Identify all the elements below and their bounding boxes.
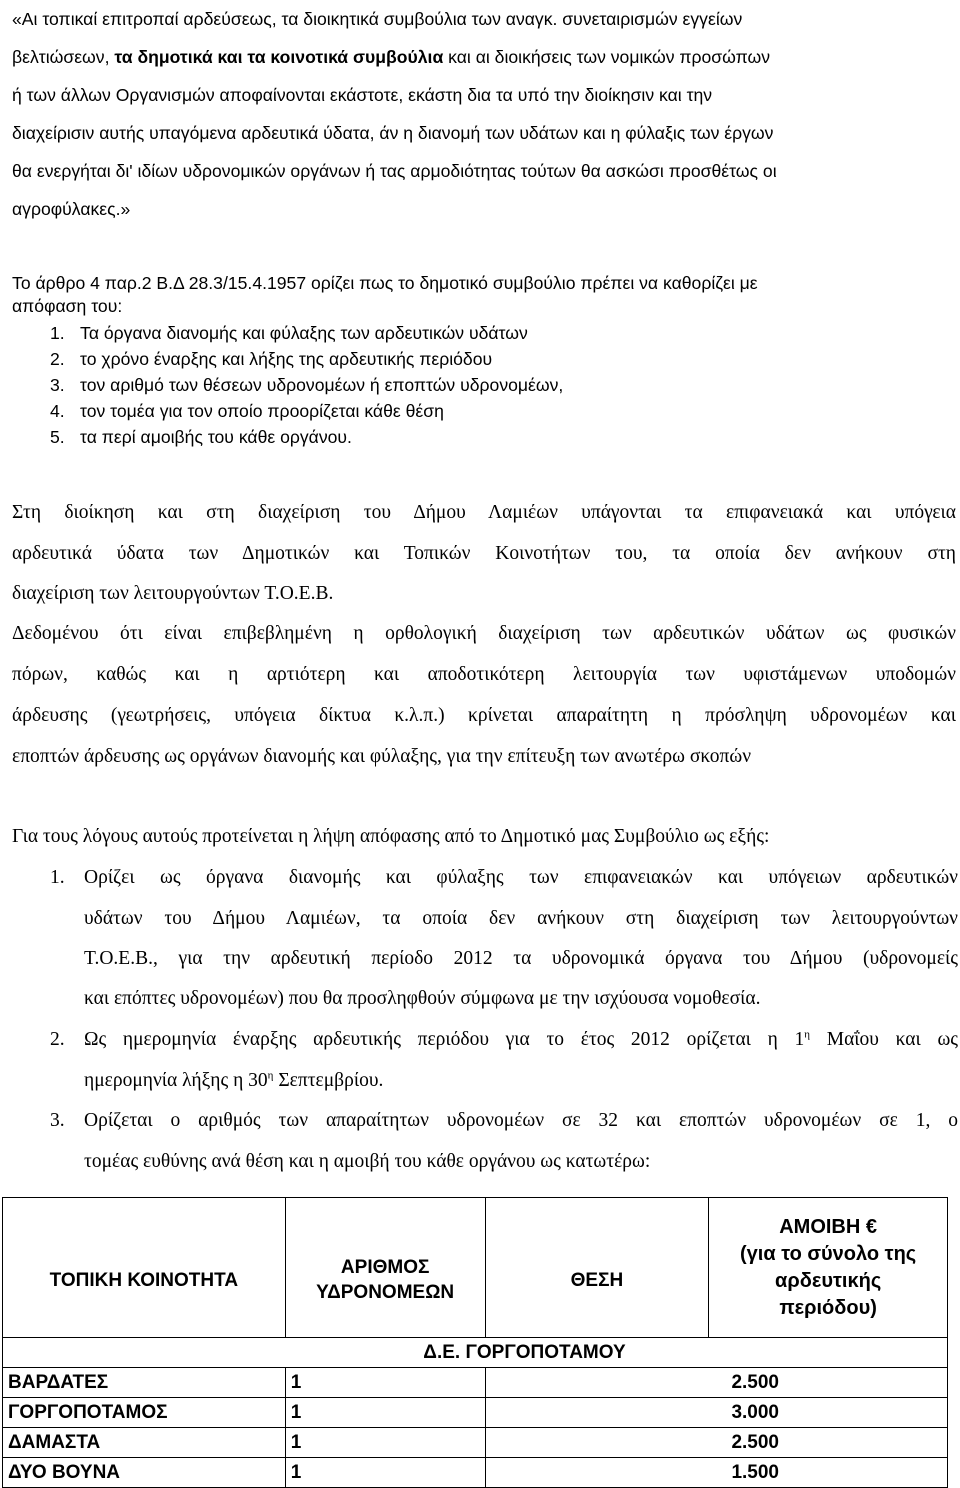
cell-community: ΔΑΜΑΣΤΑ [3, 1428, 286, 1458]
cell-community: ΔΥΟ ΒΟΥΝΑ [3, 1458, 286, 1488]
quote-line: «Αι τοπικαί επιτροπαί αρδεύσεως, τα διοικητικά συμβούλια των αναγκ. συνεταιρισμών εγγείων [12, 9, 743, 29]
header-text: αρδευτικής [775, 1269, 882, 1292]
section-label: Δ.Ε. ΓΟΡΓΟΠΟΤΑΜΟΥ [285, 1338, 709, 1368]
proposal-text: Μαΐου και ως [810, 1029, 959, 1050]
header-position [485, 1198, 709, 1338]
quote-bold-text: τα δημοτικά και τα κοινοτικά συμβούλια [114, 47, 444, 67]
header-fee [709, 1198, 948, 1338]
cell-count: 1 [285, 1398, 485, 1428]
table-row [3, 1428, 948, 1458]
cell-count: 1 [285, 1458, 485, 1488]
water-guards-table [2, 1197, 948, 1488]
cell-community: ΓΟΡΓΟΠΟΤΑΜΟΣ [3, 1398, 286, 1428]
header-text: ΑΜΟΙΒΗ € [779, 1215, 878, 1238]
table-header-row [3, 1198, 948, 1338]
table-row [3, 1458, 948, 1488]
table-row [3, 1398, 948, 1428]
header-text: ΘΕΣΗ [570, 1269, 624, 1291]
quote-line: θα ενεργήται δι' ιδίων υδρονομικών οργάνων ή τας αρμοδιότητας τούτων θα ασκώσι προσθέτως οι [12, 161, 777, 181]
proposal-text: ημερομηνία λήξης η 30 [84, 1070, 268, 1091]
proposal-item-number: 1. [50, 867, 65, 888]
header-community [3, 1198, 286, 1338]
proposal-item-number: 3. [50, 1110, 65, 1131]
table-row [3, 1368, 948, 1398]
header-text: ΤΟΠΙΚΗ ΚΟΙΝΟΤΗΤΑ [49, 1269, 239, 1291]
article-item-number: 4. [50, 401, 65, 421]
proposal-text: Ως ημερομηνία έναρξης αρδευτικής περιόδου για το έτος 2012 ορίζεται η 1 [84, 1029, 805, 1050]
article-item [50, 424, 352, 450]
article-line: Το άρθρο 4 παρ.2 Β.Δ 28.3/15.4.1957 ορίζει πως το δημοτικό συμβούλιο πρέπει να καθορίζει με [12, 273, 758, 293]
proposal-item-line: Τ.Ο.Ε.Β., για την αρδευτική περίοδο 2012 τα υδρονομικά όργανα του Δήμου (υδρονομείς [84, 948, 958, 969]
quote-text: βελτιώσεων, [12, 47, 115, 67]
article-item [50, 320, 528, 346]
article-line: απόφαση του: [12, 296, 123, 316]
article-item-number: 3. [50, 375, 65, 395]
cell-count: 1 [285, 1368, 485, 1398]
cell-fee: 3.000 [485, 1398, 947, 1428]
paragraph-line: Δεδομένου ότι είναι επιβεβλημένη η ορθολογική διαχείριση των αρδευτικών υδάτων ως φυσικών [12, 623, 956, 644]
quote-line: ή των άλλων Οργανισμών αποφαίνονται εκάστοτε, εκάστη δια τα υπό την διοίκησιν και την [12, 85, 713, 105]
section-spacer [3, 1338, 286, 1368]
proposal-intro: Για τους λόγους αυτούς προτείνεται η λήψη απόφασης από το Δημοτικό μας Συμβούλιο ως εξής: [12, 826, 770, 847]
table-section-row [3, 1338, 948, 1368]
cell-count: 1 [285, 1428, 485, 1458]
paragraph-line: αρδευτικά ύδατα των Δημοτικών και Τοπικών Κοινοτήτων του, τα οποία δεν ανήκουν στη [12, 543, 956, 564]
paragraph-line: Στη διοίκηση και στη διαχείριση του Δήμου Λαμιέων υπάγονται τα επιφανειακά και υπόγεια [12, 502, 956, 523]
header-count [285, 1198, 485, 1338]
cell-fee: 2.500 [485, 1428, 947, 1458]
header-text: (για το σύνολο της [740, 1242, 917, 1265]
article-item [50, 398, 444, 424]
quote-line: διαχείρισιν αυτής υπαγόμενα αρδευτικά ύδατα, άν η διανομή των υδάτων και η φύλαξις των έργων [12, 123, 774, 143]
quote-line [12, 38, 770, 76]
article-item-text: το χρόνο έναρξης και λήξης της αρδευτικής περιόδου [80, 349, 493, 369]
header-text: περιόδου) [779, 1296, 877, 1319]
article-item-text: τα περί αμοιβής του κάθε οργάνου. [80, 427, 352, 447]
article-item [50, 372, 563, 398]
header-text: ΥΔΡΟΝΟΜΕΩΝ [316, 1282, 455, 1303]
quote-line: αγροφύλακες.» [12, 199, 131, 219]
article-item-text: τον αριθμό των θέσεων υδρονομέων ή εποπτών υδρονομέων, [80, 375, 564, 395]
proposal-item-line: Ορίζει ως όργανα διανομής και φύλαξης των επιφανειακών και υπόγειων αρδευτικών [84, 867, 958, 888]
article-item-number: 1. [50, 323, 65, 343]
header-text: ΑΡΙΘΜΟΣ [340, 1257, 430, 1278]
cell-fee: 2.500 [485, 1368, 947, 1398]
proposal-item-line: και επόπτες υδρονομέων) που θα προσληφθούν σύμφωνα με την ισχύουσα νομοθεσία. [84, 988, 761, 1009]
cell-community: ΒΑΡΔΑΤΕΣ [3, 1368, 286, 1398]
ordinal-superscript: η [267, 1069, 274, 1082]
proposal-item-line [84, 1066, 383, 1096]
proposal-text: Σεπτεμβρίου. [273, 1070, 384, 1091]
paragraph-line: πόρων, καθώς και η αρτιότερη και αποδοτικότερη λειτουργία των υφιστάμενων υποδομών [12, 664, 956, 685]
paragraph-line: εποπτών άρδευσης ως οργάνων διανομής και φύλαξης, για την επίτευξη των ανωτέρω σκοπών [12, 746, 752, 767]
article-item-number: 2. [50, 349, 65, 369]
article-item [50, 346, 492, 372]
proposal-item-line: υδάτων του Δήμου Λαμιέων, τα οποία δεν ανήκουν στη διαχείριση των λειτουργούντων [84, 908, 958, 929]
article-item-text: τον τομέα για τον οποίο προορίζεται κάθε θέση [80, 401, 444, 421]
article-item-text: Τα όργανα διανομής και φύλαξης των αρδευτικών υδάτων [80, 323, 528, 343]
cell-fee: 1.500 [485, 1458, 947, 1488]
proposal-item-number: 2. [50, 1029, 65, 1050]
proposal-item-line [84, 1025, 958, 1055]
section-spacer [709, 1338, 948, 1368]
proposal-item-line: τομέας ευθύνης ανά θέση και η αμοιβή του κάθε οργάνου ως κατωτέρω: [84, 1151, 651, 1172]
proposal-item-line: Ορίζεται ο αριθμός των απαραίτητων υδρονομέων σε 32 και εποπτών υδρονομέων σε 1, ο [84, 1110, 958, 1131]
article-item-number: 5. [50, 427, 65, 447]
ordinal-superscript: η [804, 1028, 811, 1041]
quote-text: και αι διοικήσεις των νομικών προσώπων [443, 47, 771, 67]
paragraph-line: διαχείριση των λειτουργούντων Τ.Ο.Ε.Β. [12, 583, 334, 604]
paragraph-line: άρδευσης (γεωτρήσεις, υπόγεια δίκτυα κ.λ.π.) κρίνεται απαραίτητη η πρόσληψη υδρονομέων και [12, 705, 956, 726]
